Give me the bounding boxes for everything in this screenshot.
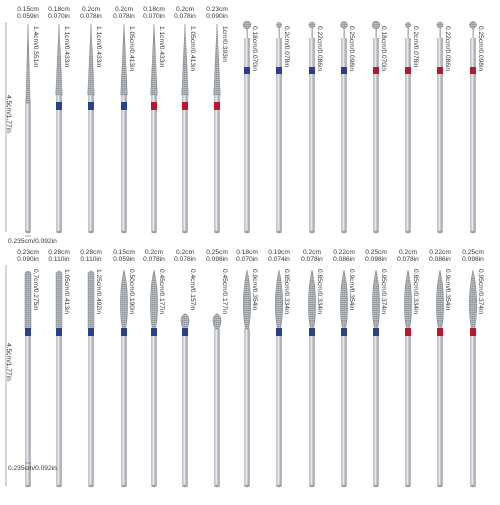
head-length-label: 0.85cm/0.334in — [282, 269, 290, 315]
color-band — [405, 328, 411, 336]
bit-diamond-head — [213, 314, 221, 329]
bit-neck — [151, 95, 156, 103]
bit-diamond-head — [150, 270, 157, 329]
drill-bit — [243, 270, 250, 487]
head-length-label: 0.95cm/0.374in — [476, 269, 484, 315]
drill-bit — [88, 271, 94, 487]
drill-bit — [150, 270, 157, 487]
diameter-cm: 0.25cm — [206, 249, 228, 256]
color-band — [88, 328, 94, 336]
bit-shank-end — [151, 485, 156, 487]
bit-diameter-label — [298, 249, 326, 263]
bit-neck — [182, 95, 187, 103]
bit-shank — [373, 329, 378, 486]
bit-shank — [341, 329, 346, 486]
diameter-in: 0.098in — [206, 256, 228, 263]
bit-ball-head — [341, 22, 348, 29]
drill-bit — [405, 22, 411, 233]
bit-diameter-label — [77, 249, 105, 263]
bit-diameter-label — [203, 6, 231, 20]
bit-shank-end — [276, 485, 281, 487]
bit-diameter-label — [45, 6, 73, 20]
bit-diamond-head — [120, 270, 127, 329]
head-length-label: 0.9cm/0.354in — [250, 269, 258, 311]
bit-diamond-head — [214, 24, 221, 95]
drill-bit — [213, 314, 221, 488]
bit-diameter-label — [394, 249, 422, 263]
diameter-in: 0.110in — [80, 256, 102, 263]
bit-shank — [56, 329, 61, 486]
diameter-in: 0.070in — [236, 256, 258, 263]
color-band — [309, 328, 315, 336]
bit-shank-end — [309, 231, 314, 233]
drill-bit — [437, 22, 443, 233]
drill-bit — [56, 24, 63, 233]
color-band — [341, 328, 347, 336]
color-band — [341, 67, 347, 74]
diameter-cm: 0.25cm — [365, 249, 387, 256]
color-band — [121, 328, 127, 336]
head-length-label: 0.50cm/0.190in — [127, 269, 135, 315]
bit-shank-end — [405, 485, 410, 487]
diameter-cm: 0.18cm — [236, 249, 258, 256]
head-length-label: 0.18cm/0.070in — [250, 26, 258, 72]
bit-diameter-label — [45, 249, 73, 263]
diameter-cm: 0.28cm — [80, 249, 102, 256]
bit-diamond-head — [469, 270, 476, 329]
bit-diamond-head — [56, 271, 62, 329]
diameter-in: 0.078in — [174, 256, 196, 263]
bit-shank — [88, 103, 93, 232]
bit-shank-end — [88, 231, 93, 233]
diameter-cm: 0.2cm — [82, 6, 100, 13]
color-band — [182, 102, 188, 110]
bit-shank — [470, 329, 475, 486]
diameter-in: 0.078in — [113, 13, 135, 20]
bit-ball-head — [276, 22, 281, 27]
diameter-in: 0.090in — [206, 13, 228, 20]
bit-diameter-label — [110, 249, 138, 263]
bit-shank-end — [214, 231, 219, 233]
color-band — [25, 328, 31, 336]
drill-bit — [214, 24, 221, 233]
bit-shank-end — [405, 231, 410, 233]
bit-shank — [437, 329, 442, 486]
drill-bit — [121, 24, 128, 233]
diameter-cm: 0.23cm — [17, 249, 39, 256]
bit-shank — [182, 103, 187, 232]
diameter-cm: 0.2cm — [115, 6, 133, 13]
diameter-in: 0.074in — [268, 256, 290, 263]
bit-diamond-head — [436, 270, 443, 329]
head-length-label: 0.95cm/0.374in — [379, 269, 387, 315]
bit-shank — [56, 103, 61, 232]
diameter-cm: 0.19cm — [268, 249, 290, 256]
bit-ball-head — [243, 21, 251, 29]
head-length-label: 0.9cm/0.354in — [443, 269, 451, 311]
bit-shank-end — [341, 231, 346, 233]
drill-bit — [340, 270, 347, 487]
bit-diameter-label — [77, 6, 105, 20]
head-length-label: 1.25cm/0.492in — [94, 269, 102, 315]
diameter-cm: 0.2cm — [176, 249, 194, 256]
drill-bit — [404, 270, 411, 487]
diameter-in: 0.070in — [48, 13, 70, 20]
bit-diameter-label — [140, 6, 168, 20]
color-band — [373, 67, 379, 74]
drill-bit — [470, 22, 477, 234]
diameter-in: 0.078in — [397, 256, 419, 263]
bit-shank-end — [214, 485, 219, 487]
bit-diameter-label — [110, 6, 138, 20]
bit-diameter-label — [171, 6, 199, 20]
head-length-label: 0.22cm/0.086in — [315, 26, 323, 72]
drill-bit — [341, 22, 348, 234]
bit-diameter-label — [140, 249, 168, 263]
diameter-in: 0.098in — [365, 256, 387, 263]
bit-diameter-label — [14, 249, 42, 263]
head-length-label: 0.25cm/0.098in — [476, 26, 484, 72]
bit-ball-head — [470, 22, 477, 29]
bit-shank — [151, 329, 156, 486]
bit-diamond-head — [88, 24, 95, 95]
diameter-in: 0.090in — [17, 256, 39, 263]
bit-diamond-head — [275, 270, 282, 329]
bit-shank — [214, 103, 219, 232]
drill-bit — [372, 21, 380, 233]
diameter-in: 0.078in — [143, 256, 165, 263]
drill-bit — [276, 22, 282, 233]
bit-diameter-label — [362, 249, 390, 263]
color-band — [470, 67, 476, 74]
bit-shank-end — [151, 231, 156, 233]
diameter-in: 0.086in — [333, 256, 355, 263]
diameter-in: 0.078in — [301, 256, 323, 263]
drill-bit — [275, 270, 282, 487]
color-band — [56, 102, 62, 110]
color-band — [151, 102, 157, 110]
diameter-cm: 0.2cm — [303, 249, 321, 256]
color-band — [56, 328, 62, 336]
drill-bit — [56, 271, 62, 487]
bit-shank-end — [309, 485, 314, 487]
diameter-cm: 0.2cm — [145, 249, 163, 256]
bit-shank-end — [244, 485, 249, 487]
diameter-in: 0.070in — [143, 13, 165, 20]
bit-diameter-label — [203, 249, 231, 263]
bit-neck — [56, 95, 61, 103]
bit-shank-end — [182, 231, 187, 233]
bit-shank-end — [373, 485, 378, 487]
diameter-in: 0.078in — [80, 13, 102, 20]
bit-diamond-head — [26, 24, 30, 103]
head-length-label: 0.2cm/0.078in — [411, 26, 419, 68]
color-band — [309, 67, 315, 74]
head-length-label: 0.2cm/0.078in — [282, 26, 290, 68]
bit-neck — [121, 95, 126, 103]
diameter-cm: 0.22cm — [429, 249, 451, 256]
bit-ball-head — [437, 22, 443, 28]
bit-shank — [88, 329, 93, 486]
bit-shank-end — [244, 231, 249, 233]
drill-bit — [120, 270, 127, 487]
head-length-label: 1.05cm/0.413in — [188, 26, 196, 72]
bit-shank-end — [276, 231, 281, 233]
bit-diamond-head — [88, 271, 94, 329]
bit-shank-end — [25, 231, 30, 233]
drill-bit — [243, 21, 251, 233]
bit-diameter-label — [330, 249, 358, 263]
bit-ball-head — [405, 22, 410, 27]
diameter-cm: 0.2cm — [399, 249, 417, 256]
head-length-label: 0.85cm/0.334in — [411, 269, 419, 315]
drill-bit — [182, 24, 189, 233]
bit-neck — [88, 95, 93, 103]
color-band — [151, 328, 157, 336]
diameter-in: 0.110in — [48, 256, 70, 263]
drill-bit — [25, 271, 31, 487]
drill-bit — [25, 24, 30, 233]
diameter-in: 0.086in — [429, 256, 451, 263]
bit-diamond-head — [372, 270, 379, 329]
color-band — [121, 102, 127, 110]
bit-diamond-head — [151, 24, 158, 95]
color-band — [470, 328, 476, 336]
diameter-cm: 0.2cm — [176, 6, 194, 13]
head-length-label: 0.22cm/0.086in — [443, 26, 451, 72]
bit-diameter-label — [14, 6, 42, 20]
diameter-cm: 0.15cm — [113, 249, 135, 256]
color-band — [276, 328, 282, 336]
bit-shank-end — [182, 485, 187, 487]
color-band — [405, 67, 411, 74]
overall-length-label: 4.5cm/1.77in — [5, 343, 12, 381]
head-length-label: 1.05cm/0.413in — [62, 269, 70, 315]
head-length-label: 1cm/0.393in — [220, 26, 228, 62]
head-length-label: 1.05cm/0.413in — [127, 26, 135, 72]
bit-shank-end — [88, 485, 93, 487]
drill-bit — [151, 24, 158, 233]
bit-ball-head — [309, 22, 315, 28]
head-length-label: 0.25cm/0.098in — [347, 26, 355, 72]
bit-diameter-label — [459, 249, 487, 263]
bit-shank-end — [56, 485, 61, 487]
bit-shank — [182, 329, 187, 486]
bit-shank — [244, 329, 249, 486]
diameter-cm: 0.22cm — [333, 249, 355, 256]
bit-shank — [121, 329, 126, 486]
head-length-label: 1.1cm/0.433in — [157, 26, 165, 68]
drill-bit — [372, 270, 379, 487]
drill-bit — [308, 270, 315, 487]
head-length-label: 1.1cm/0.433in — [94, 26, 102, 68]
bit-diamond-head — [182, 24, 189, 95]
diameter-cm: 0.15cm — [17, 6, 39, 13]
bit-shank-end — [437, 231, 442, 233]
bit-shank-end — [25, 485, 30, 487]
bit-shank-end — [437, 485, 442, 487]
drill-bit — [436, 270, 443, 487]
head-length-label: 0.9cm/0.354in — [347, 269, 355, 311]
bit-shank-end — [121, 231, 126, 233]
diameter-cm: 0.23cm — [206, 6, 228, 13]
bit-ball-head — [372, 21, 380, 29]
bit-diamond-head — [308, 270, 315, 329]
color-band — [437, 67, 443, 74]
color-band — [276, 67, 282, 74]
bit-neck — [214, 95, 219, 103]
diameter-in: 0.078in — [174, 13, 196, 20]
bit-diamond-head — [243, 270, 250, 329]
bit-shank — [25, 103, 30, 232]
drill-bit — [309, 22, 315, 233]
bit-shank — [214, 329, 219, 486]
bit-shank — [405, 329, 410, 486]
bit-diamond-head — [56, 24, 63, 95]
bit-diamond-head — [121, 24, 128, 95]
color-band — [437, 328, 443, 336]
bit-shank — [121, 103, 126, 232]
bit-shank-end — [373, 231, 378, 233]
bit-shank — [309, 329, 314, 486]
bit-diameter-label — [426, 249, 454, 263]
bit-shank-end — [470, 231, 475, 233]
diameter-in: 0.098in — [462, 256, 484, 263]
bit-shank-end — [341, 485, 346, 487]
head-length-label: 0.18cm/0.070in — [379, 26, 387, 72]
diameter-cm: 0.25cm — [462, 249, 484, 256]
overall-length-label: 4.5cm/1.77in — [5, 95, 12, 133]
bit-shank — [25, 329, 30, 486]
bit-shank-end — [56, 231, 61, 233]
color-band — [214, 102, 220, 110]
diameter-in: 0.059in — [113, 256, 135, 263]
shank-diameter-label: 0.235cm/0.092in — [8, 238, 57, 245]
head-length-label: 0.4cm/0.157in — [188, 269, 196, 311]
bit-diamond-head — [181, 314, 189, 329]
bit-diamond-head — [340, 270, 347, 329]
bit-shank — [151, 103, 156, 232]
bit-shank-end — [470, 485, 475, 487]
head-length-label: 1.1cm/0.433in — [62, 26, 70, 68]
diameter-cm: 0.18cm — [48, 6, 70, 13]
drill-bit — [469, 270, 476, 487]
bit-shank-end — [121, 485, 126, 487]
head-length-label: 0.45cm/0.177in — [220, 269, 228, 315]
head-length-label: 0.85cm/0.334in — [315, 269, 323, 315]
head-length-label: 0.7cm/0.275in — [31, 269, 39, 311]
bit-diameter-label — [265, 249, 293, 263]
diameter-cm: 0.28cm — [48, 249, 70, 256]
bit-diameter-label — [171, 249, 199, 263]
bit-diameter-label — [233, 249, 261, 263]
color-band — [244, 67, 250, 74]
bit-diamond-head — [25, 271, 31, 329]
color-band — [182, 328, 188, 336]
head-length-label: 1.4cm/0.551in — [31, 26, 39, 68]
drill-bit — [88, 24, 95, 233]
color-band — [88, 102, 94, 110]
color-band — [373, 328, 379, 336]
head-length-label: 0.45cm/0.177in — [157, 269, 165, 315]
diameter-cm: 0.18cm — [143, 6, 165, 13]
drill-bit — [181, 314, 189, 488]
bit-shank — [276, 329, 281, 486]
diameter-in: 0.059in — [17, 13, 39, 20]
bit-diamond-head — [404, 270, 411, 329]
shank-diameter-label: 0.235cm/0.092in — [8, 465, 57, 472]
